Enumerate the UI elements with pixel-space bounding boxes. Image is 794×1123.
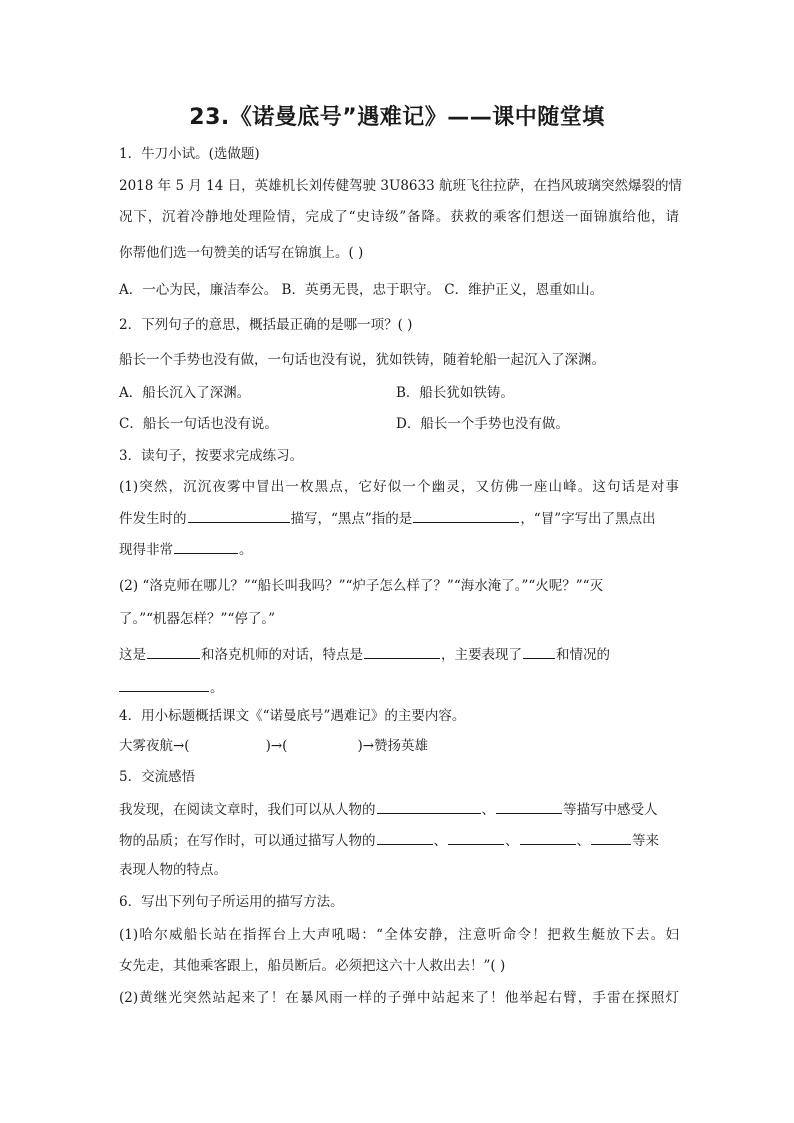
q5-heading: 5．交流感悟	[119, 769, 196, 785]
q5-text: 、	[481, 802, 495, 818]
answer-blank[interactable]	[377, 831, 433, 845]
q2-option-a: A．船长沉入了深渊。	[119, 385, 251, 401]
q3-part1-text: 。	[239, 542, 253, 558]
answer-blank[interactable]	[496, 800, 562, 814]
q1-paragraph-line-1: 2018 年 5 月 14 日，英雄机长刘传健驾驶 3U8633 航班飞往拉萨，在挡风玻璃突然爆裂的情	[119, 178, 682, 194]
q2-sentence: 船长一个手势也没有做，一句话也没有说，犹如铁铸，随着轮船一起沉入了深渊。	[119, 352, 605, 368]
answer-blank[interactable]	[119, 678, 209, 692]
q1-paragraph-line-2: 况下，沉着冷静地处理险情，完成了“史诗级”备降。获救的乘客们想送一面锦旗给他，请	[119, 209, 679, 225]
q5-line-2	[119, 831, 679, 850]
q4-text: )→(	[265, 738, 288, 754]
q3-part1-text: ，“冒”字写出了黑点出	[520, 511, 656, 527]
answer-blank[interactable]	[413, 509, 519, 523]
page-title: 23.《诺曼底号”遇难记》——课中随堂填	[189, 105, 605, 130]
q2-option-b: B．船长犹如铁铸。	[396, 385, 514, 401]
q3-part1-text: 描写，“黑点”指的是	[290, 511, 413, 527]
answer-blank[interactable]	[147, 645, 200, 659]
q2-option-d: D．船长一个手势也没有做。	[396, 416, 569, 432]
q6-heading: 6．写出下列句子所运用的描写方法。	[119, 894, 344, 910]
q5-text: 等描写中感受人	[563, 802, 658, 818]
answer-blank[interactable]	[448, 831, 504, 845]
answer-blank[interactable]	[377, 800, 481, 814]
q3-part1-line-1: (1)突然，沉沉夜雾中冒出一枚黑点，它好似一个幽灵，又仿佛一座山峰。这句话是对事	[119, 479, 679, 495]
q4-text: 大雾夜航→(	[119, 738, 190, 754]
q3-part2-text: 这是	[119, 647, 146, 663]
q3-part2-text: 和情况的	[556, 647, 610, 663]
q4-sequence	[119, 737, 679, 755]
q1-heading: 1．牛刀小试。(选做题)	[119, 146, 260, 162]
q3-part2-text: ，主要表现了	[441, 647, 522, 663]
q4-text: )→赞扬英雄	[357, 738, 429, 754]
answer-blank[interactable]	[174, 540, 238, 554]
q6-sentence-1-line-1: (1)哈尔威船长站在指挥台上大声吼喝：“全体安静，注意听命令！把救生艇放下去。妇	[119, 927, 679, 943]
answer-blank[interactable]	[591, 831, 631, 845]
q5-text: 、	[505, 833, 519, 849]
q4-heading: 4．用小标题概括课文《“诺曼底号”遇难记》的主要内容。	[119, 708, 466, 724]
q3-part1-line-3	[119, 540, 679, 559]
answer-blank[interactable]	[520, 831, 576, 845]
q5-text: 等来	[632, 833, 659, 849]
q5-line-1	[119, 800, 679, 819]
q6-sentence-2-line-1: (2)黄继光突然站起来了！在暴风雨一样的子弹中站起来了！他举起右臂，手雷在探照灯	[119, 990, 679, 1006]
q3-part2-text: 和洛克机师的对话，特点是	[201, 647, 363, 663]
q2-heading: 2．下列句子的意思，概括最正确的是哪一项？( )	[119, 317, 413, 333]
q3-part2-line-3	[119, 645, 679, 664]
answer-blank[interactable]	[523, 645, 555, 659]
q5-text: 物的品质；在写作时，可以通过描写人物的	[119, 833, 376, 849]
q1-paragraph-line-3: 你帮他们选一句赞美的话写在锦旗上。( )	[119, 245, 364, 261]
q6-sentence-1-line-2: 女先走，其他乘客跟上，船员断后。必须把这六十人救出去！”( )	[119, 958, 506, 974]
q3-part2-line-1: (2) “洛克师在哪儿？”“船长叫我吗？”“炉子怎么样了？”“海水淹了。”“火呢？”“灭	[119, 578, 604, 594]
q5-text: 、	[576, 833, 590, 849]
q2-option-c: C．船长一句话也没有说。	[119, 416, 278, 432]
q1-options: A．一心为民，廉洁奉公。 B．英勇无畏，忠于职守。 C．维护正义，恩重如山。	[119, 282, 604, 298]
answer-blank[interactable]	[188, 509, 290, 523]
q5-text: 我发现，在阅读文章时，我们可以从人物的	[119, 802, 376, 818]
answer-blank[interactable]	[364, 645, 440, 659]
q3-part1-text: 现得非常	[119, 542, 173, 558]
q5-text: 、	[433, 833, 447, 849]
q3-part2-line-2: 了。”“机器怎样？”“停了。”	[119, 611, 276, 627]
q3-part2-text: 。	[210, 680, 224, 696]
q3-part2-line-4	[119, 678, 679, 697]
q5-line-3: 表现人物的特点。	[119, 862, 227, 878]
q3-heading: 3．读句子，按要求完成练习。	[119, 448, 304, 464]
q3-part1-line-2	[119, 509, 679, 528]
q3-part1-text: 件发生时的	[119, 511, 187, 527]
